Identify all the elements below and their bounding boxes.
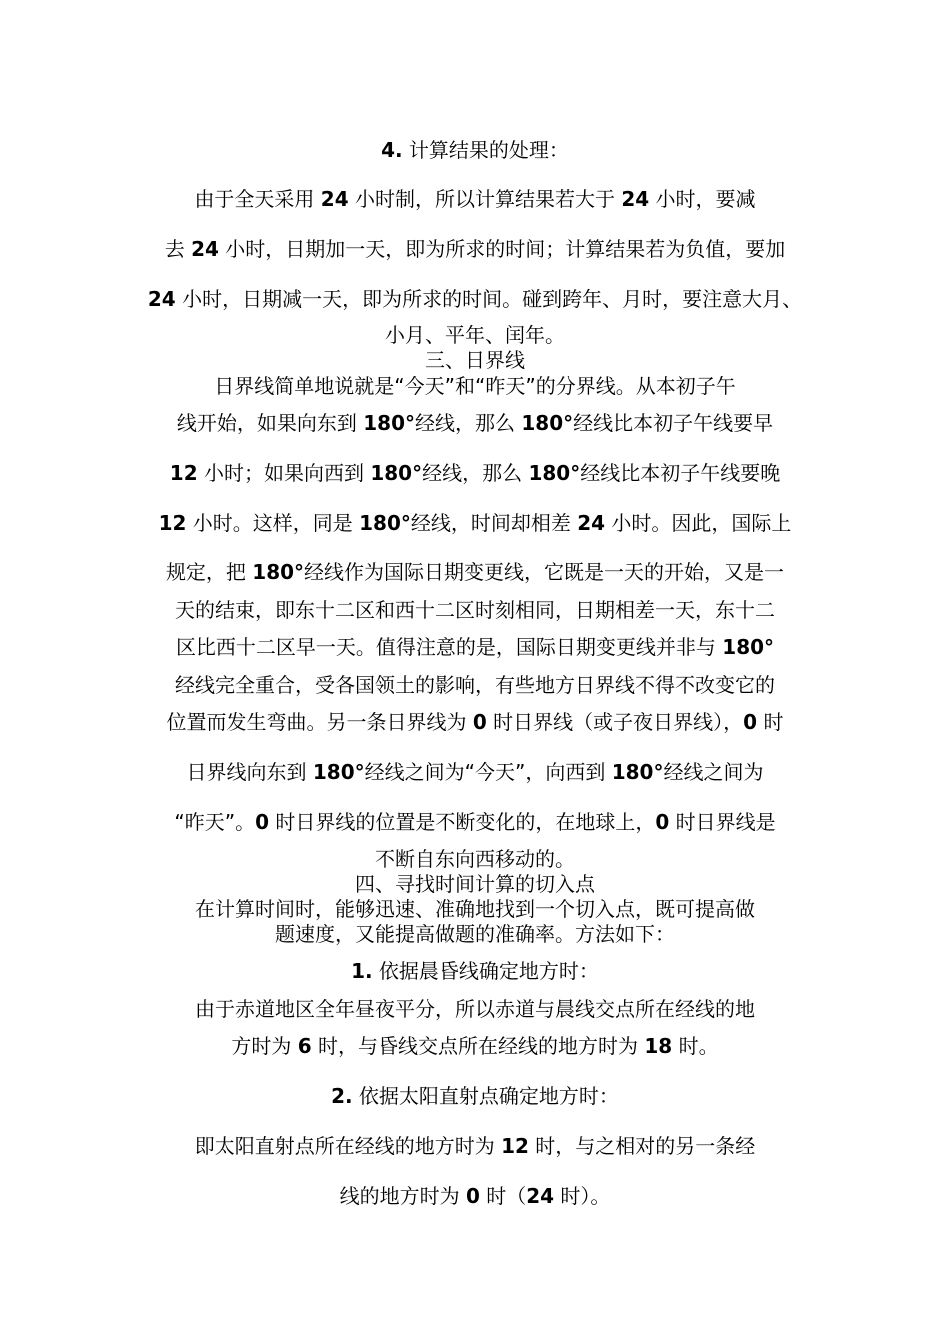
text-line: 去 24 小时，日期加一天，即为所求的时间；计算结果若为负值，要加 (164, 237, 786, 261)
text-line: 不断自东向西移动的。 (375, 847, 575, 871)
text-line: 题速度，又能提高做题的准确率。方法如下： (275, 922, 675, 946)
text-line: 日界线简单地说就是“今天”和“昨天”的分界线。从本初子午 (214, 374, 736, 398)
text-line: 日界线向东到 180°经线之间为“今天”，向西到 180°经线之间为 (186, 760, 764, 784)
text-line: “昨天”。0 时日界线的位置是不断变化的，在地球上，0 时日界线是 (174, 810, 776, 834)
text-line: 12 小时；如果向西到 180°经线，那么 180°经线比本初子午线要晚 (169, 461, 781, 485)
section-4-title: 四、寻找时间计算的切入点 (355, 872, 595, 896)
text-line: 12 小时。这样，同是 180°经线，时间却相差 24 小时。因此，国际上 (158, 511, 792, 535)
text-line: 天的结束，即东十二区和西十二区时刻相同，日期相差一天，东十二 (175, 598, 775, 622)
section-4-heading: 4. 计算结果的处理： (381, 138, 569, 162)
text-line: 位置而发生弯曲。另一条日界线为 0 时日界线（或子夜日界线），0 时 (166, 710, 784, 734)
text-line: 24 小时，日期减一天，即为所求的时间。碰到跨年、月时，要注意大月、 (147, 287, 803, 311)
text-line: 小月、平年、闰年。 (385, 323, 565, 347)
text-line: 线的地方时为 0 时（24 时）。 (339, 1184, 611, 1208)
text-line: 经线完全重合，受各国领土的影响，有些地方日界线不得不改变它的 (175, 673, 775, 697)
subsection-1-heading: 1. 依据晨昏线确定地方时： (351, 959, 599, 983)
text-line: 由于赤道地区全年昼夜平分，所以赤道与晨线交点所在经线的地 (195, 997, 755, 1021)
text-line: 区比西十二区早一天。值得注意的是，国际日期变更线并非与 180° (175, 635, 775, 659)
text-line: 方时为 6 时，与昏线交点所在经线的地方时为 18 时。 (231, 1034, 719, 1058)
text-line: 由于全天采用 24 小时制，所以计算结果若大于 24 小时，要减 (194, 187, 756, 211)
text-line: 线开始，如果向东到 180°经线，那么 180°经线比本初子午线要早 (176, 411, 774, 435)
subsection-2-heading: 2. 依据太阳直射点确定地方时： (331, 1084, 619, 1108)
section-3-title: 三、日界线 (425, 348, 525, 372)
text-line: 即太阳直射点所在经线的地方时为 12 时，与之相对的另一条经 (194, 1134, 756, 1158)
text-line: 在计算时间时，能够迅速、准确地找到一个切入点，既可提高做 (195, 897, 755, 921)
text-line: 规定，把 180°经线作为国际日期变更线，它既是一天的开始，又是一 (165, 560, 785, 584)
